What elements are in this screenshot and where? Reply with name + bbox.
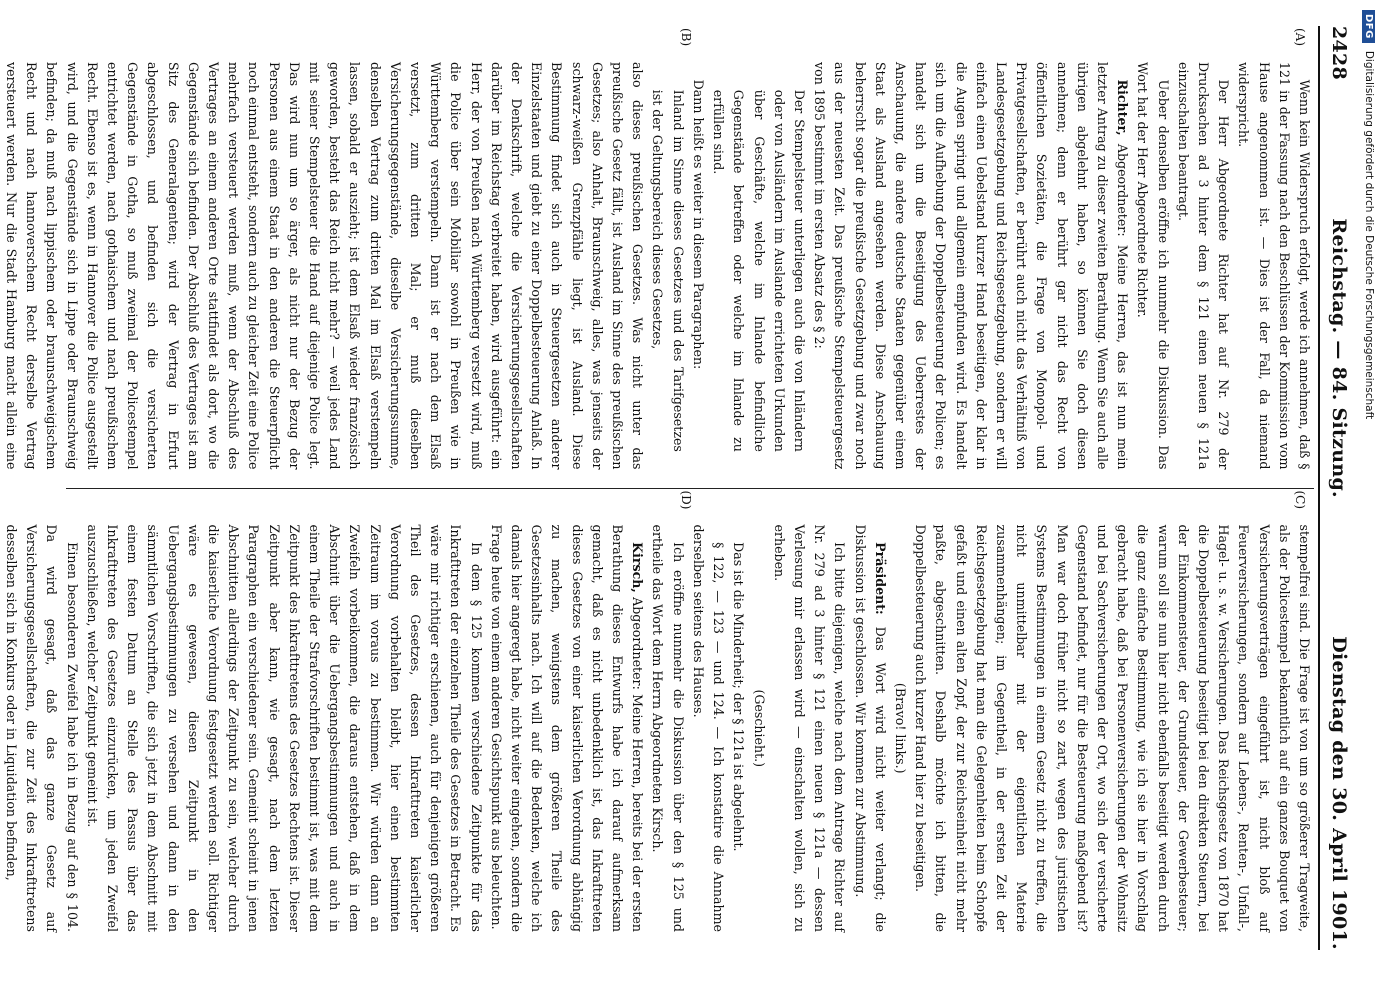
paragraph: stempelfrei sind. Die Frage ist von um so größerer Tragweite, als der Policestempel bekanntlich auf ein ganzes Bouquet von Versicherungsverträgen eingeführt ist, nicht bloß auf Feuerversicherungen, sondern auf Lebens-, Renten-, Unfall-, Hagel- u. s. w. Versicherungen. Das Reichsgesetz von 1870 hat die Doppelbesteuerung beseitigt bei den direkten Steuern, bei der Einkommensteuer, der Grundsteuer, der Gewerbesteuer; warum soll sie nun hier nicht ebenfalls beseitigt werden durch die ganz einfache Bestimmung, wie ich sie hier in Vorschlag gebracht habe, daß bei Personenversicherungen der Wohnsitz und bei Sachversicherungen der Ort, wo sich der versicherte Gegenstand befindet, nur für die Besteuerung maßgebend ist? Man war doch früher nicht so zart, wegen des juristischen Systems Bestimmungen in einem Gesetz nicht zu treffen, die nicht unmittelbar mit der eigentlichen Materie zusammenhängen; im Gegentheil, in der ersten Zeit der Reichsgesetzgebung hat man die Gelegenheiten beim Schopfe gefaßt und einen alten Zopf, der zur Reichseinheit nicht mehr paßte, abgeschnitten. Deshalb möchte ich bitten, die Doppelbesteuerung auch kurzer Hand hier zu beseitigen.	[913, 524, 1312, 932]
paragraph: Einen besonderen Zweifel habe ich in Bezug auf den § 104. Da wird gesagt, daß das ganze Gesetz auf Versicherungsgesellschaften, die zur Zeit des Inkrafttretens desselben sich in Konkurs oder in Liquidation befinden,	[4, 524, 80, 932]
paragraph: § 122, — 123 — und 124. — Ich konstatire die Annahme derselben seitens des Hauses.	[690, 524, 727, 932]
paragraph: In dem § 125 kommen verschiedene Zeitpunkte für das Inkrafttreten der einzelnen Theile des Gesetzes in Betracht. Es wäre mir richtiger erschienen, auch für denjenigen größeren Theil des Gesetzes, dessen Inkrafttreten kaiserlicher Verordnung vorbehalten bleibt, hier einen bestimmten Zeitraum im voraus zu bestimmen. Wir würden dann an Zweifeln vorbeikommen, die daraus entstehen, daß in dem Abschnitt über die Uebergangsbestimmungen und auch in einem Theile der Strafvorschriften bestimmt ist, was mit dem Zeitpunkt des Inkrafttretens des Gesetzes Rechtens ist. Dieser Zeitpunkt aber kann, wie gesagt, nach dem letzten Paragraphen ein verschiedener sein. Gemeint scheint in jenen Abschnitten allerdings der Zeitpunkt zu sein, welcher durch die kaiserliche Verordnung festgesetzt werden soll. Richtiger wäre es gewesen, diesen Zeitpunkt in den Uebergangsbestimmungen zu versehen und dann in den sämmtlichen Vorschriften, die sich jetzt in dem Abschnitt mit einem festen Datum an Stelle des Passus über das Inkrafttreten des Gesetzes einzurücken, um jeden Zweifel auszuschließen, welcher Zeitpunkt gemeint ist.	[84, 524, 484, 932]
applause-note: (Bravo! links.)	[892, 682, 908, 774]
session-title: Reichstag. — 84. Sitzung.	[1328, 218, 1350, 498]
paragraph: Ich bitte diejenigen, welche nach dem Antrage Richter auf Nr. 279 ad 3 hinter § 121 einen neuen § 121a — dessen Verlesung mir erlassen wird — einschalten wollen, sich zu erheben.	[771, 524, 848, 932]
left-column	[4, 26, 1314, 488]
dfg-logo: DFG	[1363, 10, 1376, 43]
credit-rotated	[1359, 10, 1379, 990]
session-date: Dienstag den 30. April 1901.	[1328, 636, 1350, 950]
speaker-name: Kirsch,	[630, 542, 646, 593]
speech-paragraph	[486, 525, 648, 933]
right-column	[4, 488, 1314, 951]
speech-text: Abgeordneter: Meine Herren, bereits bei der ersten Berathung dieses Entwurfs habe ich darauf aufmerksam gemacht, daß es nicht unbedenklich ist, das Inkrafttreten dieses Gesetzes von einer kaiserlichen Verordnung abhängig zu machen, wenigstens dem größeren Theile des Gesetzesinhalts nach. Ich will auf die Bedenken, welche ich damals hier angeregt habe, nicht weiter eingehen, sondern die Frage heute von einem anderen Gesichtspunkt aus beleuchten.	[488, 524, 646, 932]
paragraph: also dieses preußischen Gesetzes. Was nicht unter das preußische Gesetz fällt, ist Ausland im Sinne des preußischen Gesetzes; also Anhalt, Braunschweig, alles, was jenseits der schwarz-weißen Grenzpfähle liegt, ist Ausland. Diese Bestimmung findet sich auch in Steuergesetzen anderer Einzelstaaten und giebt zu einer Doppelbesteuerung Anlaß. In der Denkschrift, welche die Versicherungsgesellschaften darüber im Reichstag verbreitet haben, wird ausgeführt: ein Herr, der von Preußen nach Württemberg versetzt wird, muß die Police über sein Mobiliar sowohl in Preußen wie in Württemberg verstempeln. Dann ist er nach dem Elsaß versetzt, zum dritten Mal; er muß dieselben Versicherungsgegenstände, dieselbe Versicherungssumme, denselben Vertrag zum dritten Mal im Elsaß verstempeln lassen, sobald er auszieht; ist dem Elsaß wieder französisch geworden, besteht das Reich nicht mehr? — weil jedes Land mit seiner Stempelsteuer die Hand auf diejenige Police legt. Das wird nun um so ärger, als nicht nur der Bezug der Personen aus einem Staat in den anderen die Steuerpflicht noch einmal entsteht, sondern auch zu gleicher Zeit eine Police mehrfach versteuert werden muß, wenn der Abschluß des Vertrages an einem anderen Orte stattfindet als dort, wo die Gegenstände sich befinden. Der Abschluß des Vertrages ist am Sitz des Generalagenten; wird der Vertrag in Erfurt abgeschlossen, und befinden sich die versicherten Gegenstände in Gotha, so muß zweimal der Policestempel entrichtet werden, nach gothaischem und nach preußischem Recht. Ebenso ist es, wenn in Hannover die Police ausgestellt wird, und die Gegenstände sich in Lippe oder Braunschweig befinden; da muß nach lippischem oder braunschweigischem Recht und nach hannoverschem Recht derselbe Vertrag versteuert werden. Nur die Stadt Hamburg macht allein eine	[4, 62, 646, 470]
speech-paragraph	[849, 525, 889, 933]
speaker-name: Präsident:	[872, 542, 888, 615]
paragraph: Das ist die Minderheit; der § 121a ist abgelehnt.	[731, 542, 747, 852]
page-number: 2428	[1328, 26, 1350, 81]
speech-text: Das Wort wird nicht weiter verlangt; die Diskussion ist geschlossen. Wir kommen zur Abstimmung.	[852, 524, 888, 932]
margin-marker-a: (A)	[1293, 28, 1307, 47]
rotated-page-content	[4, 8, 1360, 968]
text-columns	[4, 26, 1314, 950]
paragraph: Ich eröffne nunmehr die Diskussion über den § 125 und ertheile das Wort dem Herrn Abgeordneten Kirsch.	[650, 524, 686, 932]
paragraph: Ueber denselben eröffne ich nunmehr die Diskussion. Das Wort hat der Herr Abgeordnete Richter.	[1135, 62, 1171, 470]
header-rule	[1318, 26, 1320, 950]
speech-text: Abgeordneter: Meine Herren, das ist nun mein letzter Antrag zu dieser zweiten Berathung. Wenn Sie auch alle übrigen abgelehnt haben, so können Sie doch diesen annehmen; denn er berührt gar nicht das Recht von öffentlichen Sozietäten, die Frage von Monopol- und Privatgesellschaften, er berührt auch nicht das Verhältniß von Landesgesetzgebung und Reichsgesetzgebung, sondern er will einfach einen Uebelstand kurzer Hand beseitigen, der klar in die Augen springt und allgemein empfunden wird. Es handelt sich um die Aufhebung der Doppelbesteuerung der Policen; es handelt sich um die Beseitigung des Ueberrestes der Anschauung, die andere deutsche Staaten gegenüber einem Staat als Ausland angesehen werden. Diese Anschauung beherrscht sogar die preußische Gesetzgebung und zwar noch aus der neuesten Zeit. Das preußische Stempelsteuergesetz von 1895 bestimmt im ersten Absatz des § 2:	[812, 62, 1131, 470]
speaker-name: Richter,	[1115, 79, 1131, 136]
margin-marker-d: (D)	[679, 490, 693, 510]
paragraph: Dann heißt es weiter in diesem Paragraphen:	[690, 79, 706, 370]
speech-paragraph	[809, 62, 1132, 470]
quotation: Der Stempelsteuer unterliegen auch die von Inländern oder von Ausländern im Auslande errichteten Urkunden über Geschäfte, welche im Inlande befindliche Gegenstände betreffen oder welche im Inlande zu erfüllen sind.	[711, 89, 807, 452]
action-note: (Geschieht.)	[751, 689, 767, 768]
paragraph: Der Herr Abgeordnete Richter hat auf Nr. 279 der Drucksachen ad 3 hinter dem § 121 einen neuen § 121a einzuschalten beantragt.	[1175, 62, 1232, 470]
credit-text: Digitalisierung gefördert durch die Deutsche Forschungsgemeinschaft	[1363, 50, 1375, 420]
newspaper-sheet	[4, 8, 1360, 968]
margin-marker-c: (C)	[1293, 490, 1307, 510]
margin-marker-b: (B)	[679, 28, 693, 47]
digitisation-credit	[1359, 10, 1379, 990]
page-header	[1322, 26, 1356, 950]
paragraph: Wenn kein Widerspruch erfolgt, werde ich annehmen, daß § 121 in der Fassung nach den Beschlüssen der Kommission vom Hause angenommen ist. — Dies ist der Fall, da niemand widerspricht.	[1236, 62, 1312, 470]
quotation: Inland im Sinne dieses Gesetzes und des Tarifgesetzes ist der Geltungsbereich dieses Gesetzes,	[650, 89, 686, 452]
